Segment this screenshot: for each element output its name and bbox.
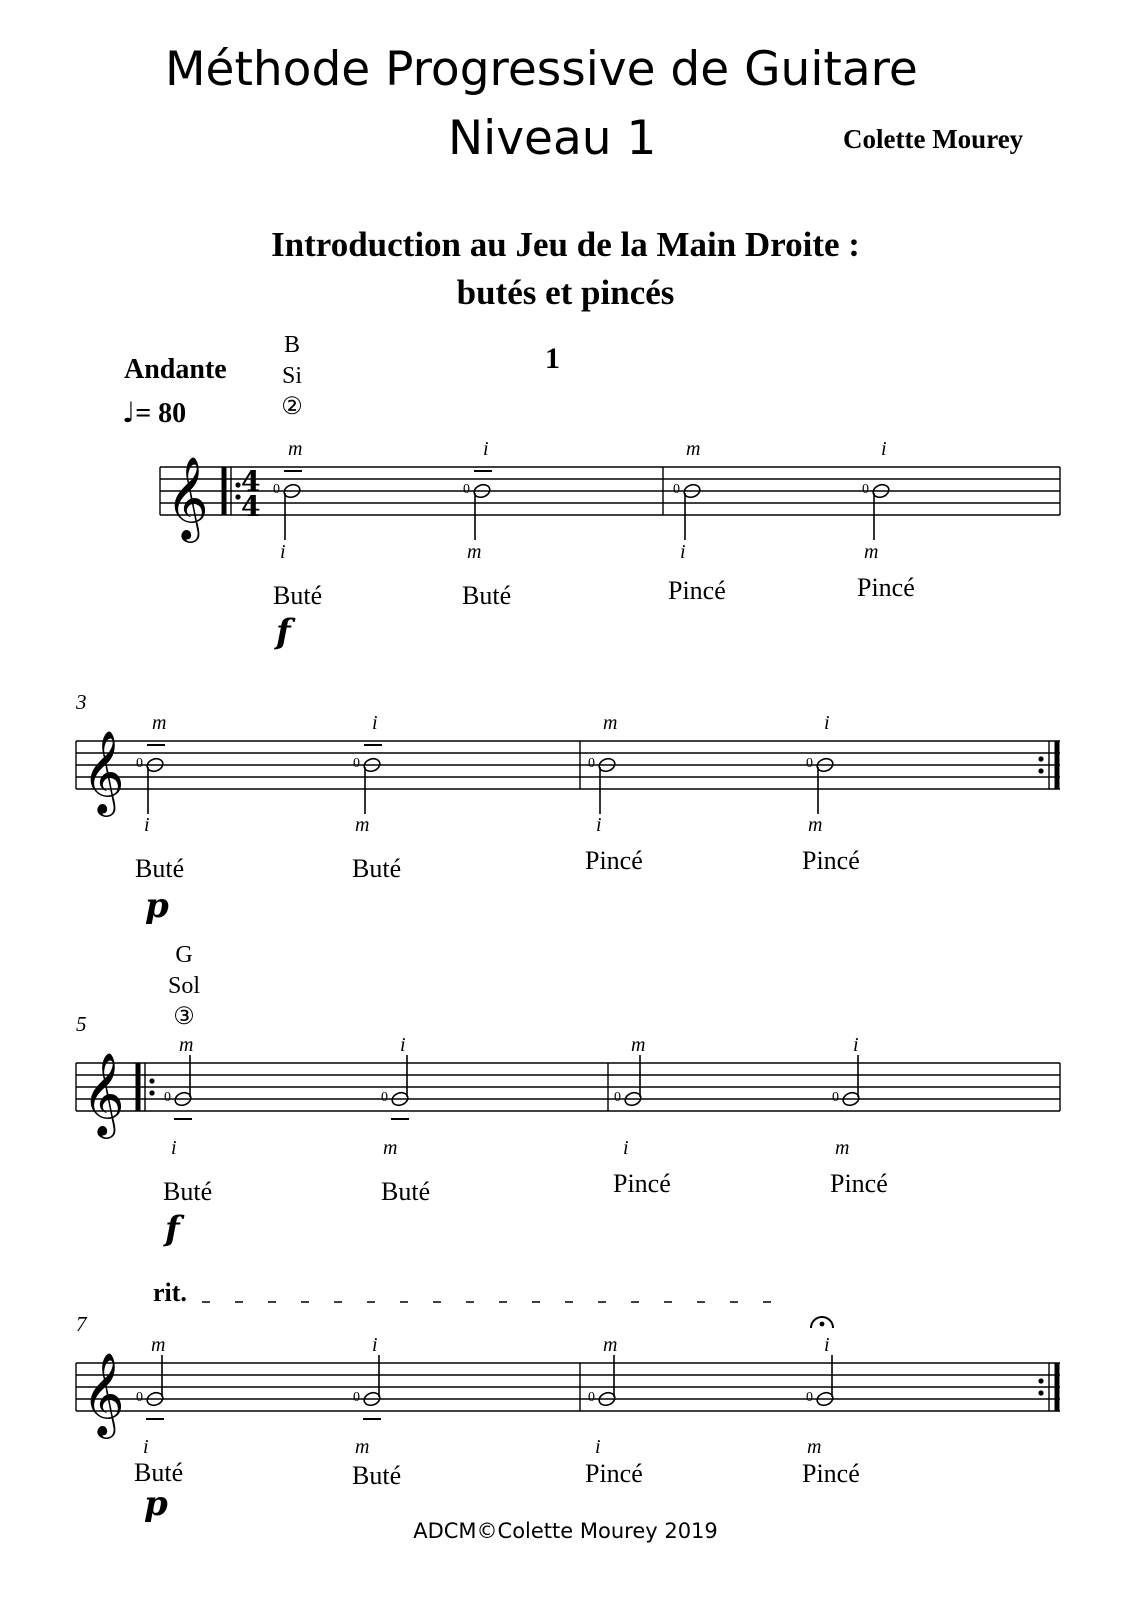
finger-above: i xyxy=(853,1034,859,1056)
quarter-note-icon: ♩ xyxy=(122,396,136,429)
dynamic-forte: f xyxy=(276,612,291,652)
note-group-system-2 xyxy=(145,745,834,814)
finger-above: i xyxy=(372,1334,378,1356)
repeat-dot xyxy=(235,494,240,499)
fermata-dot xyxy=(820,1322,825,1327)
piece-number: 1 xyxy=(545,342,560,375)
treble-clef-icon: 𝄞 xyxy=(82,729,125,813)
repeat-dot xyxy=(1038,1390,1043,1395)
treble-clef-icon: 𝄞 xyxy=(82,1351,125,1435)
tempo-word: Andante xyxy=(124,354,227,385)
subtitle-line1: Introduction au Jeu de la Main Droite : xyxy=(271,225,860,264)
technique-label: Pincé xyxy=(668,576,726,605)
finger-below: i xyxy=(280,541,286,563)
technique-label: Pincé xyxy=(802,1459,860,1488)
fret-number: 0 xyxy=(164,1090,171,1105)
technique-label: Pincé xyxy=(613,1169,671,1198)
repeat-dot xyxy=(1038,1378,1043,1383)
finger-below: m xyxy=(355,814,370,836)
finger-above: i xyxy=(483,438,489,460)
finger-below: i xyxy=(596,814,602,836)
fret-number: 0 xyxy=(806,756,813,771)
finger-below: m xyxy=(383,1137,398,1159)
fret-number: 0 xyxy=(614,1090,621,1105)
technique-label: Pincé xyxy=(585,1459,643,1488)
dynamic-piano: p xyxy=(145,886,169,926)
fret-number: 0 xyxy=(136,756,143,771)
finger-below: i xyxy=(143,1436,149,1458)
finger-below: i xyxy=(595,1436,601,1458)
technique-label: Buté xyxy=(134,1458,184,1487)
finger-above: i xyxy=(372,712,378,734)
string-name-fr: Sol xyxy=(167,973,200,1000)
string-number-circle: ③ xyxy=(173,1004,195,1031)
finger-below: m xyxy=(808,814,823,836)
technique-label: Pincé xyxy=(830,1169,888,1198)
title-line2: Niveau 1 xyxy=(448,111,657,166)
finger-above: m xyxy=(686,438,701,460)
staff-system-2 xyxy=(76,741,1060,789)
dynamic-forte: f xyxy=(165,1209,180,1249)
treble-clef-icon: 𝄞 xyxy=(82,1051,125,1135)
repeat-dot xyxy=(1038,756,1043,761)
measure-number: 3 xyxy=(76,690,87,714)
technique-label: Pincé xyxy=(857,573,915,602)
finger-below: m xyxy=(355,1436,370,1458)
technique-label: Buté xyxy=(163,1177,213,1206)
finger-below: i xyxy=(144,814,150,836)
repeat-dot xyxy=(149,1090,154,1095)
technique-label: Buté xyxy=(352,1461,402,1490)
fret-number: 0 xyxy=(273,482,280,497)
repeat-dot xyxy=(235,482,240,487)
finger-above: m xyxy=(603,712,618,734)
fret-number: 0 xyxy=(588,1390,595,1405)
fret-number: 0 xyxy=(353,756,360,771)
technique-label: Buté xyxy=(352,854,402,883)
time-signature-bottom: 4 xyxy=(241,490,261,523)
fret-number: 0 xyxy=(588,756,595,771)
subtitle-line2: butés et pincés xyxy=(456,273,675,312)
fret-number: 0 xyxy=(463,482,470,497)
finger-above: i xyxy=(400,1034,406,1056)
string-name-en: G xyxy=(175,942,193,968)
finger-below: m xyxy=(467,541,482,563)
ritardando-marking: rit. xyxy=(153,1278,187,1307)
staff-system-1 xyxy=(160,467,1060,515)
time-signature-top: 4 xyxy=(241,465,261,498)
repeat-dot xyxy=(1038,768,1043,773)
fret-number: 0 xyxy=(673,482,680,497)
fret-number: 0 xyxy=(353,1390,360,1405)
fret-number: 0 xyxy=(381,1090,388,1105)
finger-above: i xyxy=(881,438,887,460)
technique-label: Buté xyxy=(135,854,185,883)
note-group-system-1 xyxy=(282,471,890,540)
repeat-dot xyxy=(149,1078,154,1083)
fret-number: 0 xyxy=(806,1390,813,1405)
finger-below: m xyxy=(864,541,879,563)
string-name-en: B xyxy=(283,332,300,358)
finger-above: m xyxy=(151,1334,166,1356)
string-name-fr: Si xyxy=(281,363,302,390)
fret-number: 0 xyxy=(862,482,869,497)
finger-above: m xyxy=(631,1034,646,1056)
treble-clef-icon: 𝄞 xyxy=(166,455,209,539)
staff-system-4 xyxy=(76,1363,1060,1411)
measure-number: 7 xyxy=(76,1312,87,1336)
finger-below: i xyxy=(680,541,686,563)
fret-number: 0 xyxy=(832,1090,839,1105)
finger-above: m xyxy=(603,1334,618,1356)
string-number-circle: ② xyxy=(281,394,303,421)
metronome-value: = 80 xyxy=(135,398,187,429)
technique-label: Buté xyxy=(381,1177,431,1206)
finger-below: i xyxy=(623,1137,629,1159)
finger-below: i xyxy=(171,1137,177,1159)
technique-label: Buté xyxy=(462,581,512,610)
finger-below: m xyxy=(835,1137,850,1159)
finger-above: m xyxy=(288,438,303,460)
finger-above: i xyxy=(824,712,830,734)
fret-number: 0 xyxy=(136,1390,143,1405)
technique-label: Pincé xyxy=(802,846,860,875)
copyright-footer: ADCM©Colette Mourey 2019 xyxy=(413,1519,718,1543)
staff-system-3 xyxy=(76,1063,1060,1111)
measure-number: 5 xyxy=(76,1012,87,1036)
title-line1: Méthode Progressive de Guitare xyxy=(165,42,918,97)
finger-above: m xyxy=(179,1034,194,1056)
composer: Colette Mourey xyxy=(843,124,1024,154)
finger-above: m xyxy=(152,712,167,734)
finger-below: m xyxy=(807,1436,822,1458)
technique-label: Buté xyxy=(273,581,323,610)
dynamic-piano: p xyxy=(144,1484,168,1524)
technique-label: Pincé xyxy=(585,846,643,875)
finger-above: i xyxy=(824,1334,830,1356)
